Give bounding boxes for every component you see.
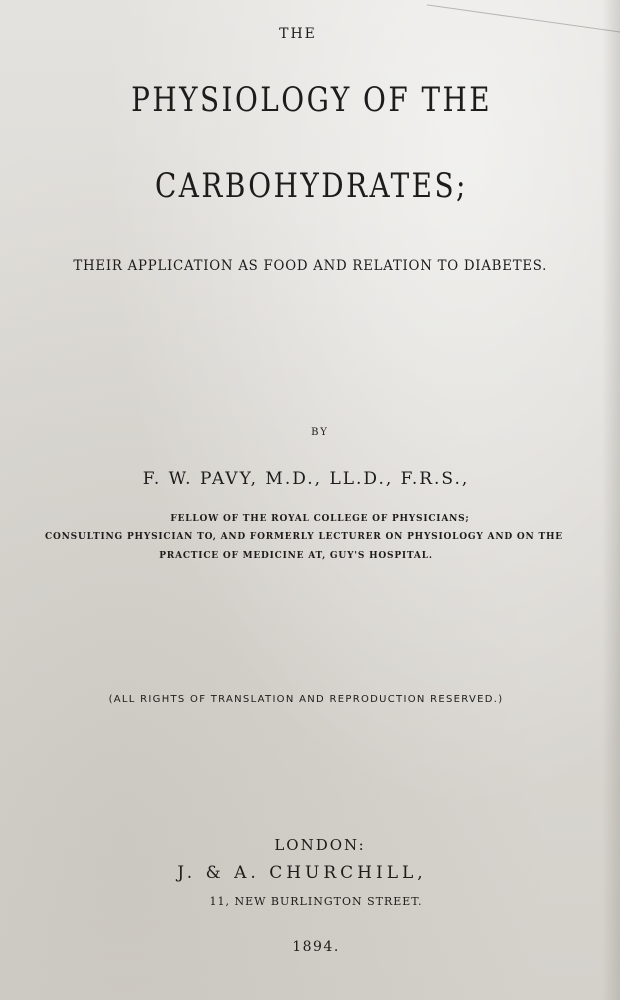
rights-notice: (ALL RIGHTS OF TRANSLATION AND REPRODUCTION RESERVED.) <box>108 694 504 705</box>
title-article: THE <box>279 26 317 42</box>
publisher-address: 11, NEW BURLINGTON STREET. <box>209 895 423 908</box>
publication-year: 1894. <box>292 939 340 955</box>
author-credential: FELLOW OF THE ROYAL COLLEGE OF PHYSICIANS; <box>170 514 470 524</box>
publisher-name: J. & A. CHURCHILL, <box>177 863 427 883</box>
title-line-1: PHYSIOLOGY OF THE <box>131 80 493 120</box>
author-credential: CONSULTING PHYSICIAN TO, AND FORMERLY LECTURER ON PHYSIOLOGY AND ON THE <box>45 532 563 542</box>
title-line-2: CARBOHYDRATES; <box>154 166 468 206</box>
subtitle: THEIR APPLICATION AS FOOD AND RELATION TO DIABETES. <box>73 258 548 274</box>
author-credential: PRACTICE OF MEDICINE AT, GUY'S HOSPITAL. <box>159 551 433 561</box>
by-line: BY <box>311 427 329 438</box>
publication-city: LONDON: <box>274 836 366 854</box>
author-name: F. W. PAVY, M.D., LL.D., F.R.S., <box>142 469 470 489</box>
